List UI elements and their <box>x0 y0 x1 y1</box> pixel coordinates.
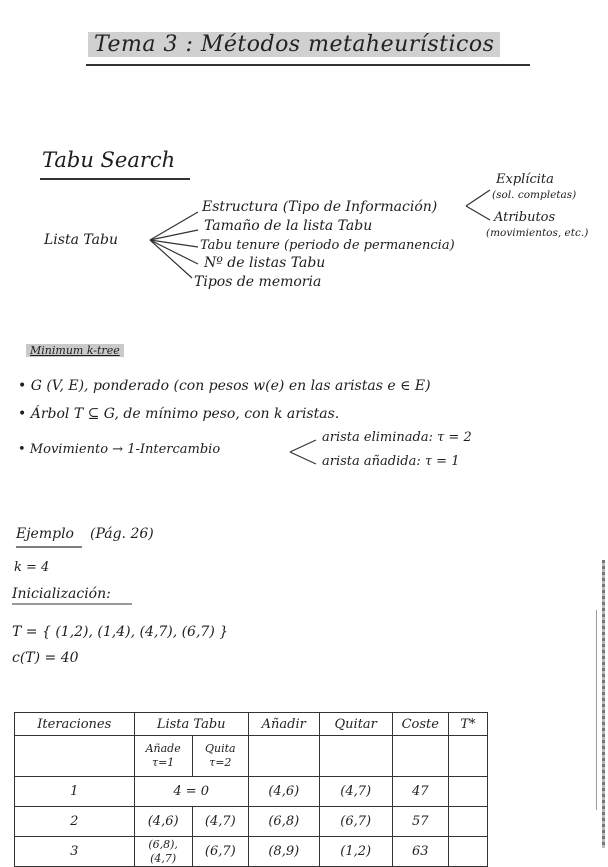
sub-explicita: Explícita <box>496 172 554 187</box>
mkt-bullet-tree: • Árbol T ⊆ G, de mínimo peso, con k aristas. <box>18 406 340 422</box>
table-header-row <box>15 713 488 736</box>
branch-estructura: Estructura (Tipo de Información) <box>202 199 438 215</box>
initial-tree: T = { (1,2), (1,4), (4,7), (6,7) } <box>12 624 229 640</box>
mkt-bullet-graph: • G (V, E), ponderado (con pesos w(e) en las aristas e ∈ E) <box>18 378 431 394</box>
header-lista-tabu: Lista Tabu <box>134 713 248 736</box>
lista-tabu-root: Lista Tabu <box>44 232 118 248</box>
inicializacion-label: Inicialización: <box>12 586 111 602</box>
header-anadir: Añadir <box>248 713 319 736</box>
table-row: 1 4 = 0 (4,6) (4,7) 47 <box>15 777 488 807</box>
sub-atributos: Atributos <box>494 210 556 225</box>
ejemplo-pagina: (Pág. 26) <box>90 526 154 542</box>
header-quitar: Quitar <box>319 713 392 736</box>
mkt-bullet-movimiento: • Movimiento → 1-Intercambio <box>18 442 221 457</box>
table-subheader-row <box>15 736 488 777</box>
branch-num-listas: Nº de listas Tabu <box>204 255 326 271</box>
branch-tipos-memoria: Tipos de memoria <box>194 274 322 290</box>
initial-cost: c(T) = 40 <box>12 650 79 666</box>
ejemplo-k: k = 4 <box>14 560 50 575</box>
header-t-star: T* <box>448 713 487 736</box>
subheader-quita: Quita τ=2 <box>192 736 248 777</box>
mov-arista-eliminada: arista eliminada: τ = 2 <box>322 430 472 445</box>
minimum-k-tree-heading: Minimum k-tree <box>26 344 124 357</box>
page-edge-shadow <box>602 560 605 848</box>
table-row: 2 (4,6) (4,7) (6,8) (6,7) 57 <box>15 807 488 837</box>
mov-arista-anadida: arista añadida: τ = 1 <box>322 454 460 469</box>
branch-tenure: Tabu tenure (periodo de permanencia) <box>200 238 455 253</box>
branch-tamano: Tamaño de la lista Tabu <box>204 218 373 234</box>
tabu-search-heading: Tabu Search <box>42 148 176 172</box>
ejemplo-heading: Ejemplo <box>16 526 74 542</box>
sub-explicita-note: (sol. completas) <box>492 189 577 201</box>
page-title: Tema 3 : Métodos metaheurísticos <box>88 32 500 57</box>
sub-atributos-note: (movimientos, etc.) <box>486 227 589 239</box>
subheader-anade: Añade τ=1 <box>134 736 192 777</box>
scan-artifact <box>596 610 597 810</box>
header-iteraciones: Iteraciones <box>15 713 135 736</box>
tabu-iterations-table <box>14 712 488 867</box>
table-row: 3 (6,8), (4,7) (6,7) (8,9) (1,2) 63 <box>15 837 488 867</box>
header-coste: Coste <box>392 713 448 736</box>
